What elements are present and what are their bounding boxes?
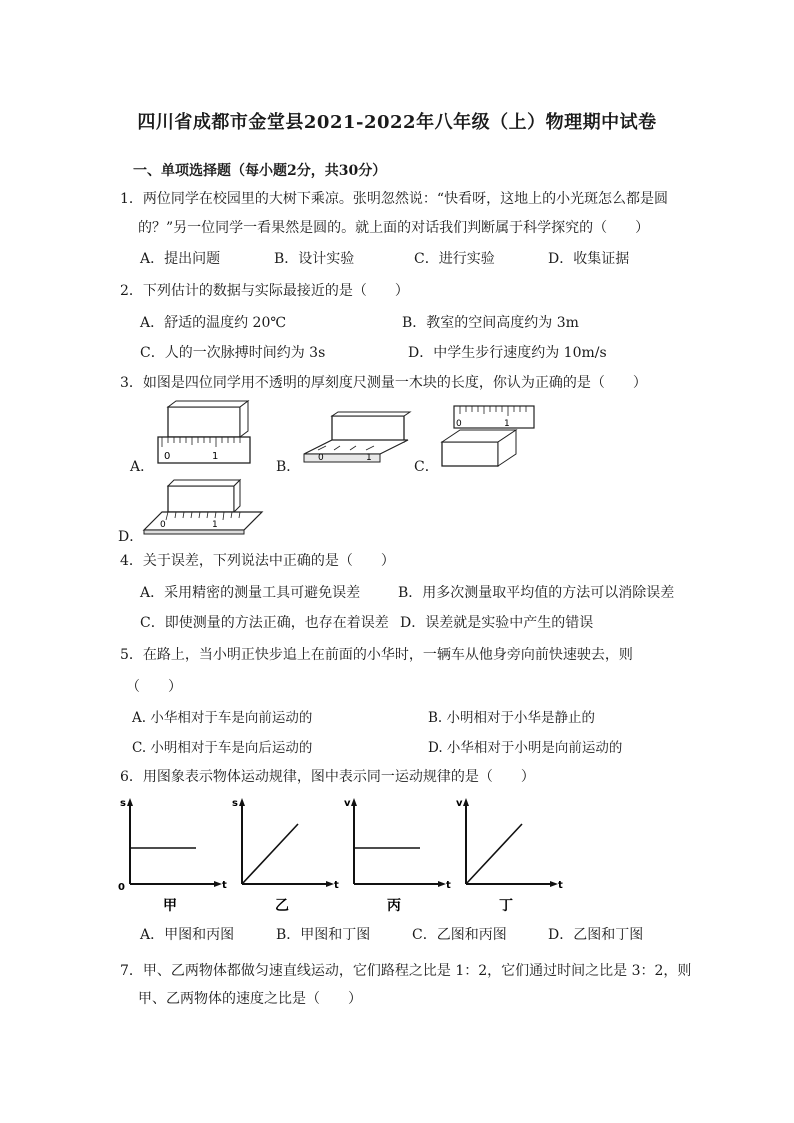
svg-text:0: 0 bbox=[160, 520, 166, 530]
q4-option-a: A．采用精密的测量工具可避免误差 bbox=[140, 585, 361, 601]
q1-option-a: A．提出问题 bbox=[140, 251, 221, 267]
x-arrow bbox=[438, 881, 446, 887]
q2-stem: 2．下列估计的数据与实际最接近的是（ ） bbox=[120, 283, 409, 299]
q5-line1: 5．在路上，当小明正快步追上在前面的小华时，一辆车从他身旁向前快速驶去，则 bbox=[120, 647, 633, 663]
graph-name-label: 乙 bbox=[275, 898, 289, 914]
svg-text:0: 0 bbox=[318, 453, 324, 463]
q1-option-c: C．进行实验 bbox=[414, 251, 495, 267]
q2-option-a: A．舒适的温度约 20℃ bbox=[140, 315, 287, 331]
ruler-figure-a bbox=[150, 405, 260, 470]
q7-line1: 7．甲、乙两物体都做匀速直线运动，它们路程之比是 1：2，它们通过时间之比是 3：2，则 bbox=[120, 963, 692, 979]
wood-block bbox=[168, 407, 240, 437]
graph-y-label: s bbox=[120, 798, 126, 809]
q3-stem: 3．如图是四位同学用不透明的厚刻度尺测量一木块的长度，你认为正确的是（ ） bbox=[120, 375, 647, 391]
graph-y-label: s bbox=[232, 798, 238, 809]
graph-x-label: t bbox=[446, 880, 451, 891]
q2-option-c: C．人的一次脉搏时间约为 3s bbox=[140, 345, 326, 361]
svg-text:0: 0 bbox=[456, 419, 462, 429]
x-arrow bbox=[326, 881, 334, 887]
graph-x-label: t bbox=[334, 880, 339, 891]
q5-option-d: D. 小华相对于小明是向前运动的 bbox=[428, 740, 623, 756]
q1-line1: 1．两位同学在校园里的大树下乘凉。张明忽然说：“快看呀，这地上的小光斑怎么都是圆 bbox=[120, 191, 669, 207]
x-arrow bbox=[214, 881, 222, 887]
x-arrow bbox=[550, 881, 558, 887]
y-arrow bbox=[351, 798, 357, 806]
q4-option-b: B．用多次测量取平均值的方法可以消除误差 bbox=[398, 585, 675, 601]
svg-text:1: 1 bbox=[504, 419, 510, 429]
q3-label-b: B． bbox=[276, 459, 301, 475]
q5-line2: （ ） bbox=[126, 679, 182, 695]
graph-y-label: v bbox=[456, 798, 463, 809]
graph-y-label: v bbox=[344, 798, 351, 809]
q2-option-d: D．中学生步行速度约为 10m/s bbox=[408, 345, 607, 361]
slanted-ruler bbox=[304, 440, 408, 454]
q3-label-d: D． bbox=[118, 529, 144, 545]
q3-label-c: C． bbox=[414, 459, 439, 475]
graph-name-label: 甲 bbox=[163, 898, 177, 914]
q6-stem: 6．用图象表示物体运动规律，图中表示同一运动规律的是（ ） bbox=[120, 769, 535, 785]
q4-option-c: C．即使测量的方法正确，也存在着误差 bbox=[140, 615, 389, 631]
q6-option-b: B．甲图和丁图 bbox=[276, 927, 371, 943]
q6-option-c: C．乙图和丙图 bbox=[412, 927, 507, 943]
ruler-figure-d bbox=[140, 480, 265, 540]
q5-option-c: C. 小明相对于车是向后运动的 bbox=[132, 740, 313, 756]
graph-origin-label: 0 bbox=[118, 882, 125, 893]
q4-option-d: D．误差就是实验中产生的错误 bbox=[400, 615, 594, 631]
q1-option-d: D．收集证据 bbox=[548, 251, 630, 267]
q3-label-a: A． bbox=[130, 459, 155, 475]
y-arrow bbox=[127, 798, 133, 806]
graph-name-label: 丙 bbox=[387, 898, 401, 914]
y-arrow bbox=[239, 798, 245, 806]
svg-text:1: 1 bbox=[366, 453, 372, 463]
q6-option-a: A．甲图和丙图 bbox=[140, 927, 235, 943]
q5-option-a: A. 小华相对于车是向前运动的 bbox=[132, 710, 313, 726]
graph-name-label: 丁 bbox=[499, 898, 513, 914]
q5-option-b: B. 小明相对于小华是静止的 bbox=[428, 710, 596, 726]
tick-one: 1 bbox=[212, 451, 219, 462]
ruler-figure-b bbox=[296, 410, 411, 470]
graph-乙-plot-line bbox=[242, 824, 298, 884]
q1-option-b: B．设计实验 bbox=[274, 251, 355, 267]
q4-stem: 4．关于误差，下列说法中正确的是（ ） bbox=[120, 553, 395, 569]
q7-line2: 甲、乙两物体的速度之比是（ ） bbox=[138, 991, 362, 1007]
section-heading: 一、单项选择题（每小题2分，共30分） bbox=[133, 163, 387, 179]
graph-丁-plot-line bbox=[466, 824, 522, 884]
graph-x-label: t bbox=[558, 880, 563, 891]
motion-graphs bbox=[112, 796, 563, 914]
y-arrow bbox=[463, 798, 469, 806]
q1-line2: 的？”另一位同学一看果然是圆的。就上面的对话我们判断属于科学探究的（ ） bbox=[138, 220, 650, 236]
svg-text:1: 1 bbox=[212, 520, 218, 530]
q2-option-b: B．教室的空间高度约为 3m bbox=[402, 315, 579, 331]
tick-zero: 0 bbox=[164, 451, 171, 462]
ruler-figure-c bbox=[436, 402, 536, 472]
graph-x-label: t bbox=[222, 880, 227, 891]
exam-title: 四川省成都市金堂县2021-2022年八年级（上）物理期中试卷 bbox=[137, 112, 657, 133]
q6-option-d: D．乙图和丁图 bbox=[548, 927, 644, 943]
